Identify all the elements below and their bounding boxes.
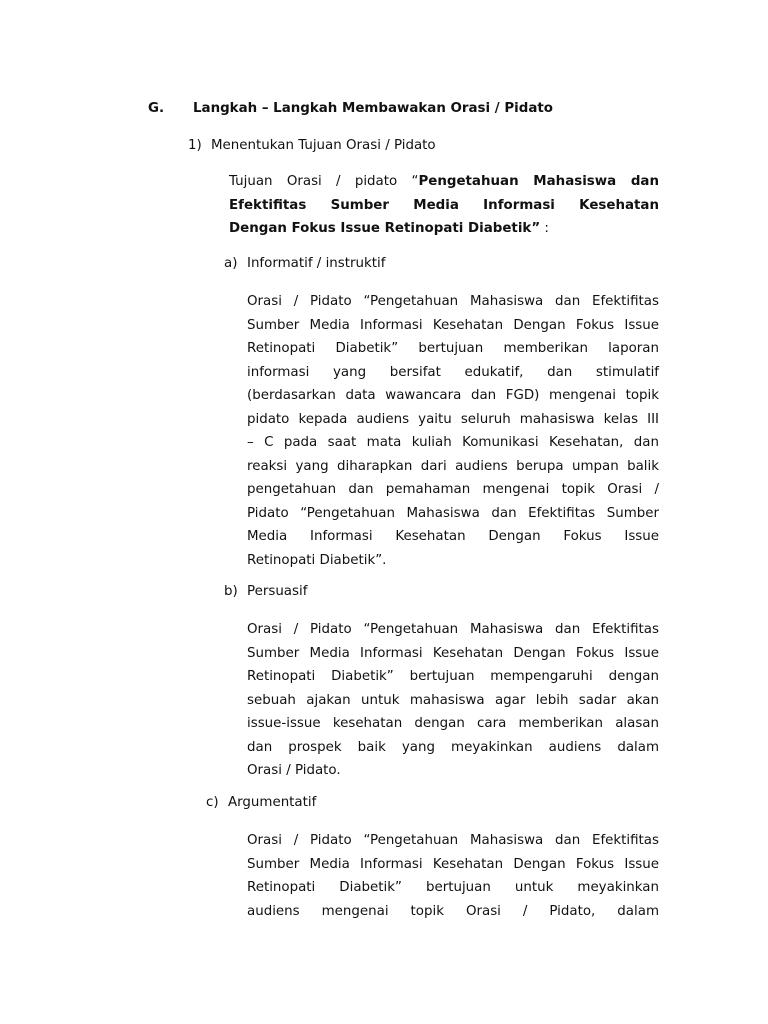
- item-b-line: Retinopati Diabetik” bertujuan mempengaruhi dengan: [247, 669, 659, 684]
- subsection-title: Menentukan Tujuan Orasi / Pidato: [211, 138, 436, 153]
- intro-line-3-plain: :: [540, 221, 549, 236]
- item-b-title: Persuasif: [247, 584, 308, 599]
- item-a-line: (berdasarkan data wawancara dan FGD) mengenai topik: [247, 388, 659, 403]
- item-a-line: Pidato “Pengetahuan Mahasiswa dan Efektifitas Sumber: [247, 505, 659, 521]
- intro-line-2: Efektifitas Sumber Media Informasi Kesehatan: [229, 197, 659, 213]
- item-b-label: b): [224, 584, 238, 599]
- item-a-line: reaksi yang diharapkan dari audiens berupa umpan balik: [247, 458, 659, 474]
- item-b-line: Sumber Media Informasi Kesehatan Dengan Fokus Issue: [247, 645, 659, 661]
- item-b-paragraph: [247, 618, 659, 783]
- item-c-title: Argumentatif: [228, 795, 317, 810]
- subsection-number: 1): [188, 138, 202, 153]
- item-b-line: Orasi / Pidato “Pengetahuan Mahasiswa dan Efektifitas: [247, 622, 659, 637]
- intro-paragraph: [229, 170, 659, 241]
- intro-line-3: [229, 217, 659, 241]
- item-c-label: c): [206, 795, 219, 810]
- item-a-line: pidato kepada audiens yaitu seluruh mahasiswa kelas III: [247, 411, 659, 427]
- item-a-line: pengetahuan dan pemahaman mengenai topik Orasi /: [247, 482, 659, 497]
- item-b-line: Orasi / Pidato.: [247, 763, 341, 778]
- item-c-line: Sumber Media Informasi Kesehatan Dengan Fokus Issue: [247, 856, 659, 872]
- intro-line-1: [229, 170, 659, 194]
- item-c-line: Retinopati Diabetik” bertujuan untuk meyakinkan: [247, 880, 659, 895]
- item-b-line: sebuah ajakan untuk mahasiswa agar lebih sadar akan: [247, 692, 659, 708]
- item-a-line: Orasi / Pidato “Pengetahuan Mahasiswa dan Efektifitas: [247, 294, 659, 309]
- item-c-line: Orasi / Pidato “Pengetahuan Mahasiswa dan Efektifitas: [247, 833, 659, 848]
- item-a-line: – C pada saat mata kuliah Komunikasi Kesehatan, dan: [247, 435, 659, 450]
- section-title: Langkah – Langkah Membawakan Orasi / Pidato: [193, 101, 553, 116]
- item-c-line: audiens mengenai topik Orasi / Pidato, dalam: [247, 903, 659, 919]
- item-a-line: Media Informasi Kesehatan Dengan Fokus Issue: [247, 529, 659, 544]
- item-a-line: Retinopati Diabetik”.: [247, 552, 387, 568]
- item-b-line: issue-issue kesehatan dengan cara memberikan alasan: [247, 716, 659, 731]
- item-a-paragraph: [247, 290, 659, 572]
- item-a-line: Retinopati Diabetik” bertujuan memberikan laporan: [247, 341, 659, 356]
- intro-line-1-bold: Pengetahuan Mahasiswa dan: [418, 174, 660, 189]
- item-c-paragraph: [247, 829, 659, 923]
- item-a-line: informasi yang bersifat edukatif, dan stimulatif: [247, 364, 659, 380]
- item-a-label: a): [224, 256, 238, 271]
- section-letter: G.: [148, 101, 165, 116]
- item-a-title: Informatif / instruktif: [247, 256, 386, 271]
- item-b-line: dan prospek baik yang meyakinkan audiens dalam: [247, 739, 659, 755]
- intro-line-1-plain: Tujuan Orasi / pidato “: [229, 174, 419, 189]
- item-a-line: Sumber Media Informasi Kesehatan Dengan Fokus Issue: [247, 317, 659, 333]
- intro-line-3-bold: Dengan Fokus Issue Retinopati Diabetik”: [229, 221, 541, 236]
